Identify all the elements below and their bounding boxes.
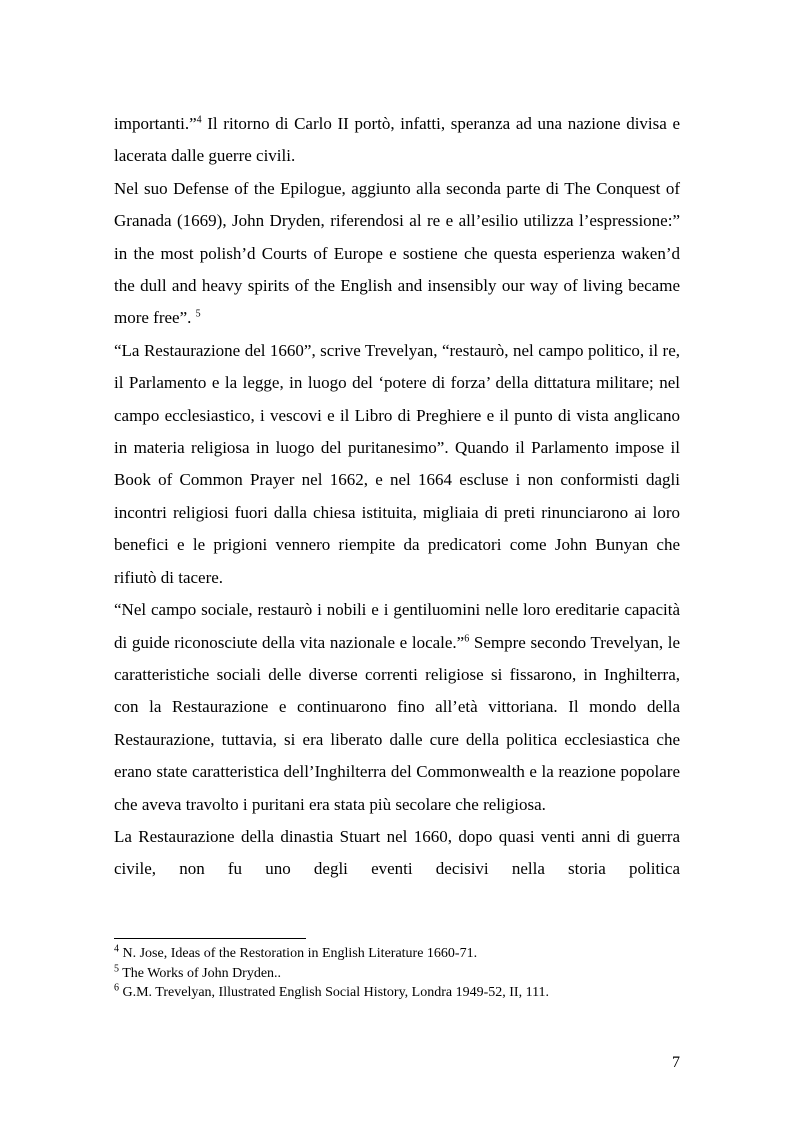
footnote: $^6$ G.M. Trevelyan, Illustrated English Social History, Londra 1949-52, II, 111. [114, 982, 550, 1000]
paragraph: La Restaurazione della dinastia Stuart nel 1660, dopo quasi venti anni di guerra civile, non fu uno degli eventi decisivi nella storia politica [114, 826, 680, 879]
footnotes [114, 944, 680, 1003]
paragraph: importanti.”$^4$ Il ritorno di Carlo II portò, infatti, speranza ad una nazione divisa e lacerata dalle guerre civili. [114, 114, 680, 166]
page-number: 7 [672, 1054, 680, 1071]
footnote-ref: 6 [464, 632, 470, 644]
body-text [114, 108, 680, 886]
footnote-separator [114, 938, 306, 939]
footnote-ref: 4 [196, 114, 202, 126]
footnote-number: 5 [114, 962, 119, 974]
footnote: $^4$ N. Jose, Ideas of the Restoration in English Literature 1660-71. [114, 943, 478, 961]
footnote: $^5$ The Works of John Dryden.. [114, 962, 282, 981]
footnote-number: 4 [114, 943, 119, 955]
paragraph: Nel suo Defense of the Epilogue, aggiunto alla seconda parte di The Conquest of Granada (1669), John Dryden, riferendosi al re e all’esilio utilizza l’espressione:” in the most polish’d Courts of Europe e sostiene che questa esperienza waken’d the dull and heavy spirits of the English and insensibly our way of living became more free”. $^5$ [114, 178, 680, 328]
footnote-number: 6 [114, 982, 119, 994]
footnote-ref: 5 [195, 308, 201, 320]
paragraph: “Nel campo sociale, restaurò i nobili e i gentiluomini nelle loro ereditarie capacità di guide riconosciute della vita nazionale e locale.”$^6$ Sempre secondo Trevelyan, le caratteristiche sociali delle diverse correnti religiose si fissarono, in Inghilterra, con la Restaurazione e continuarono fino all’età vittoriana. Il mondo della Restaurazione, tuttavia, si era liberato dalle cure della politica ecclesiastica che erano state caratteristica dell’Inghilterra del Commonwealth e la reazione popolare che aveva travolto i puritani era stata più secolare che religiosa. [114, 600, 681, 814]
paragraph: “La Restaurazione del 1660”, scrive Trevelyan, “restaurò, nel campo politico, il re, il Parlamento e la legge, in luogo del ‘potere di forza’ della dittatura militare; nel campo ecclesiastico, i vescovi e il Libro di Preghiere e il punto di vista anglicano in materia religiosa in luogo del puritanesimo”. Quando il Parlamento impose il Book of Common Prayer nel 1662, e nel 1664 escluse i non conformisti dagli incontri religiosi fuori dalla chiesa istituita, migliaia di preti rinunciarono ai loro benefici e le prigioni vennero riempite da predicatori come John Bunyan che rifiutò di tacere. [114, 340, 680, 587]
